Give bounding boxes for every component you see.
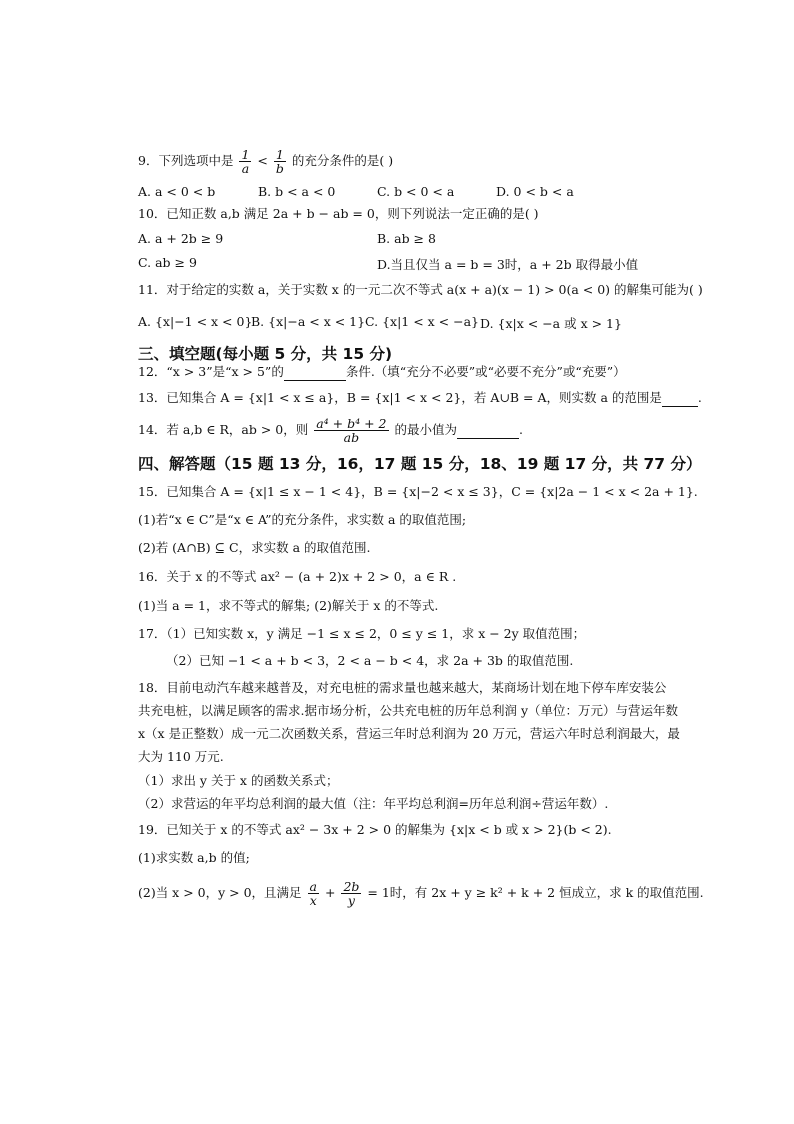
- q10-option-c: C. ab ≥ 9: [138, 255, 197, 270]
- section-3-heading: 三、填空题(每小题 5 分，共 15 分): [138, 345, 393, 363]
- fraction-1-over-b: [274, 148, 286, 175]
- question-11-stem: 11．对于给定的实数 a，关于实数 x 的一元二次不等式 a(x + a)(x − 1) > 0(a < 0) 的解集可能为( ): [138, 282, 703, 297]
- question-18-part-2: （2）求营运的年平均总利润的最大值（注：年平均总利润=历年总利润÷营运年数）.: [138, 796, 609, 811]
- question-14: [138, 417, 523, 444]
- q19-part2-post: = 1时，有 2x + y ≥ k² + k + 2 恒成立，求 k 的取值范围.: [367, 885, 704, 900]
- fraction-1-over-a: [239, 148, 251, 175]
- fraction-a-over-x: [308, 880, 319, 907]
- q12-text: 12．“x > 3”是“x > 5”的: [138, 364, 284, 379]
- question-15: 15．已知集合 A = {x|1 ≤ x − 1 < 4}，B = {x|−2 < x ≤ 3}，C = {x|2a − 1 < x < 2a + 1}.: [138, 484, 698, 499]
- frac-num: 2b: [343, 879, 360, 894]
- question-19: 19．已知关于 x 的不等式 ax² − 3x + 2 > 0 的解集为 {x|x < b 或 x > 2}(b < 2).: [138, 822, 612, 837]
- question-18-line-4: 大为 110 万元.: [138, 749, 224, 764]
- question-15-part-1: (1)若“x ∈ C”是“x ∈ A”的充分条件，求实数 a 的取值范围;: [138, 512, 467, 527]
- question-16-parts: (1)当 a = 1，求不等式的解集; (2)解关于 x 的不等式.: [138, 598, 439, 613]
- q13-text: 13．已知集合 A = {x|1 < x ≤ a}，B = {x|1 < x < 2}，若 A∪B = A，则实数 a 的范围是: [138, 390, 662, 405]
- question-19-part-2: [138, 880, 704, 907]
- q14-text-pre: 14．若 a,b ∈ R，ab > 0，则: [138, 422, 309, 437]
- answer-blank: [457, 422, 519, 439]
- frac-num: a: [309, 879, 317, 894]
- question-9-stem: [138, 148, 393, 175]
- frac-den: y: [347, 893, 355, 908]
- frac-den: b: [275, 161, 284, 176]
- frac-num: 1: [274, 148, 286, 162]
- fraction-2b-over-y: [341, 880, 361, 907]
- q11-option-a: A. {x|−1 < x < 0}: [138, 314, 253, 329]
- q9-option-a: A. a < 0 < b: [138, 184, 216, 199]
- section-4-heading: 四、解答题（15 题 13 分，16，17 题 15 分，18、19 题 17 分，共 77 分）: [138, 455, 702, 473]
- answer-blank: [662, 390, 698, 407]
- question-15-part-2: (2)若 (A∩B) ⊆ C，求实数 a 的取值范围.: [138, 540, 371, 555]
- question-18-line-2: 共充电桩，以满足顾客的需求.据市场分析，公共充电桩的历年总利润 y（单位：万元）与营运年数: [138, 703, 679, 718]
- question-18-part-1: （1）求出 y 关于 x 的函数关系式；: [138, 773, 339, 788]
- q11-option-d: D. {x|x < −a 或 x > 1}: [480, 316, 622, 331]
- q10-option-a: A. a + 2b ≥ 9: [138, 231, 224, 246]
- q9-option-b: B. b < a < 0: [258, 184, 336, 199]
- plus-sign: +: [324, 885, 336, 900]
- question-18-line-3: x（x 是正整数）成一元二次函数关系，营运三年时总利润为 20 万元，营运六年时总利润最大，最: [138, 726, 680, 741]
- q9-text-pre: 9．下列选项中是: [138, 153, 234, 168]
- q14-end: .: [519, 422, 523, 437]
- q9-option-c: C. b < 0 < a: [377, 184, 455, 199]
- q13-text-post: .: [697, 390, 702, 405]
- question-13: [138, 390, 702, 407]
- q10-option-b: B. ab ≥ 8: [377, 231, 436, 246]
- q10-option-d: D.当且仅当 a = b = 3时，a + 2b 取得最小值: [377, 257, 639, 272]
- q12-text-post: 条件.（填“充分不必要”或“必要不充分”或“充要”）: [345, 364, 626, 379]
- frac-den: x: [309, 893, 317, 908]
- fraction-q14: [314, 417, 388, 444]
- q19-part2-pre: (2)当 x > 0，y > 0，且满足: [138, 885, 302, 900]
- q11-option-b: B. {x|−a < x < 1}: [251, 314, 366, 329]
- question-10-stem: 10．已知正数 a,b 满足 2a + b − ab = 0，则下列说法一定正确的是( ): [138, 206, 539, 221]
- question-17-part-1: 17．（1）已知实数 x，y 满足 −1 ≤ x ≤ 2，0 ≤ y ≤ 1，求 x − 2y 取值范围；: [138, 626, 586, 641]
- answer-blank: [284, 364, 346, 381]
- q9-inequality: <: [257, 153, 268, 168]
- q14-text-post: 的最小值为: [394, 422, 458, 437]
- question-16: 16．关于 x 的不等式 ax² − (a + 2)x + 2 > 0，a ∈ R .: [138, 569, 457, 584]
- frac-num: 1: [241, 147, 250, 162]
- question-12: [138, 364, 626, 381]
- question-19-part-1: (1)求实数 a,b 的值;: [138, 850, 250, 865]
- frac-num: a⁴ + b⁴ + 2: [316, 416, 387, 431]
- q9-option-d: D. 0 < b < a: [496, 184, 574, 199]
- frac-den: a: [241, 161, 250, 176]
- q11-option-c: C. {x|1 < x < −a}: [365, 314, 480, 329]
- question-17-part-2: （2）已知 −1 < a + b < 3，2 < a − b < 4，求 2a + 3b 的取值范围.: [166, 653, 574, 668]
- q9-text-post: 的充分条件的是( ): [291, 153, 394, 168]
- question-18-line-1: 18．目前电动汽车越来越普及，对充电桩的需求量也越来越大，某商场计划在地下停车库安装公: [138, 680, 667, 695]
- frac-den: ab: [343, 430, 360, 445]
